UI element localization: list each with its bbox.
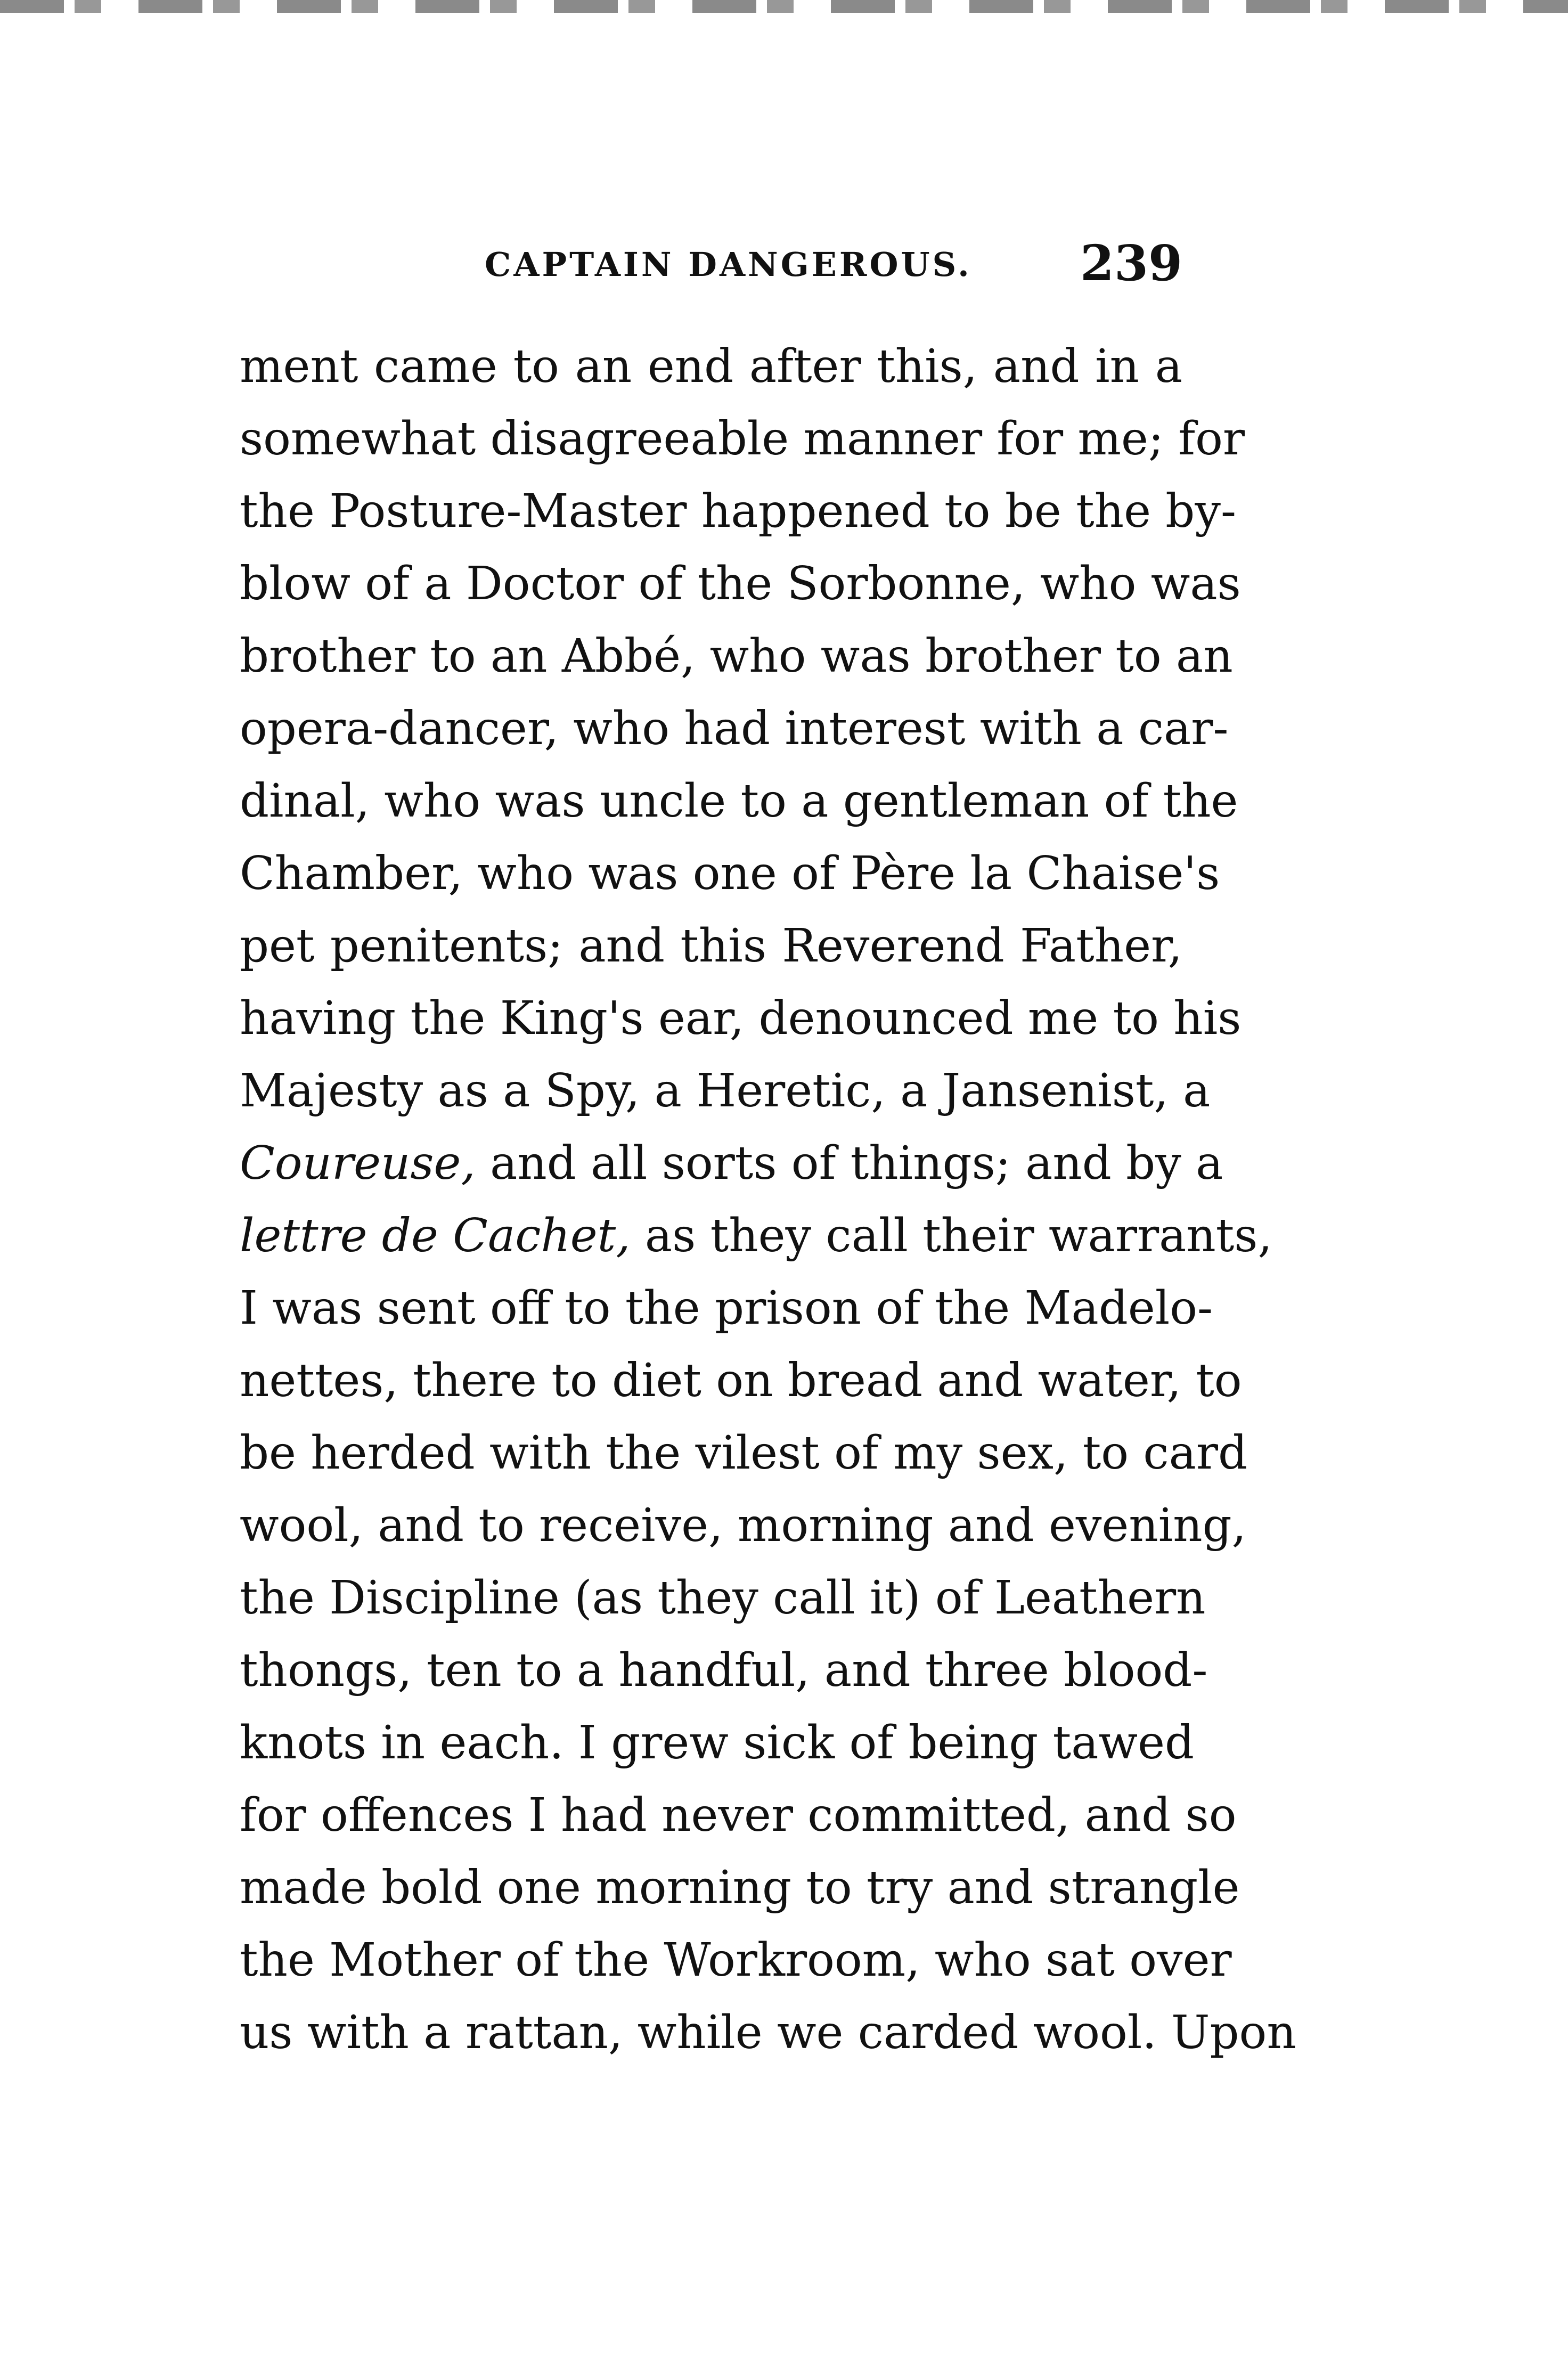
italic-term: lettre de Cachet, — [240, 1209, 631, 1262]
text-line: knots in each. I grew sick of being tawed — [240, 1716, 1195, 1770]
text-line: Majesty as a Spy, a Heretic, a Jansenist, a — [240, 1064, 1211, 1118]
text-line: blow of a Doctor of the Sorbonne, who was — [240, 557, 1241, 610]
text-run: and all sorts of things; and by a — [475, 1137, 1223, 1190]
text-line: the Mother of the Workroom, who sat over — [240, 1934, 1232, 1987]
scan-edge-artifact — [0, 0, 1568, 13]
text-line: I was sent off to the prison of the Madelo- — [240, 1282, 1213, 1335]
text-line: wool, and to receive, morning and evening, — [240, 1499, 1246, 1552]
text-line: the Discipline (as they call it) of Leathern — [240, 1571, 1206, 1625]
text-line: nettes, there to diet on bread and water, to — [240, 1354, 1242, 1407]
text-line-mixed — [240, 1127, 1223, 1200]
running-title: CAPTAIN DANGEROUS. — [485, 245, 972, 284]
text-line: brother to an Abbé, who was brother to an — [240, 630, 1233, 683]
page-number: 239 — [1080, 234, 1182, 292]
text-line: be herded with the vilest of my sex, to card — [240, 1426, 1247, 1480]
text-line: having the King's ear, denounced me to his — [240, 992, 1242, 1045]
text-line: ment came to an end after this, and in a — [240, 340, 1182, 393]
running-head — [240, 234, 1182, 293]
text-line: somewhat disagreeable manner for me; for — [240, 412, 1245, 466]
text-line: pet penitents; and this Reverend Father, — [240, 919, 1182, 973]
text-line: opera-dancer, who had interest with a car- — [240, 702, 1229, 755]
italic-term: Coureuse, — [240, 1137, 476, 1190]
text-line: made bold one morning to try and strangle — [240, 1861, 1240, 1914]
text-line: Chamber, who was one of Père la Chaise's — [240, 847, 1220, 900]
text-line: dinal, who was uncle to a gentleman of the — [240, 775, 1238, 828]
text-line-mixed — [240, 1200, 1272, 1272]
text-line: for offences I had never committed, and so — [240, 1789, 1237, 1842]
body-text — [240, 330, 1296, 2069]
text-line: us with a rattan, while we carded wool. Upon — [240, 2006, 1296, 2059]
text-run: as they call their warrants, — [630, 1209, 1272, 1262]
text-line: thongs, ten to a handful, and three blood- — [240, 1644, 1208, 1697]
text-line: the Posture-Master happened to be the by- — [240, 485, 1237, 538]
